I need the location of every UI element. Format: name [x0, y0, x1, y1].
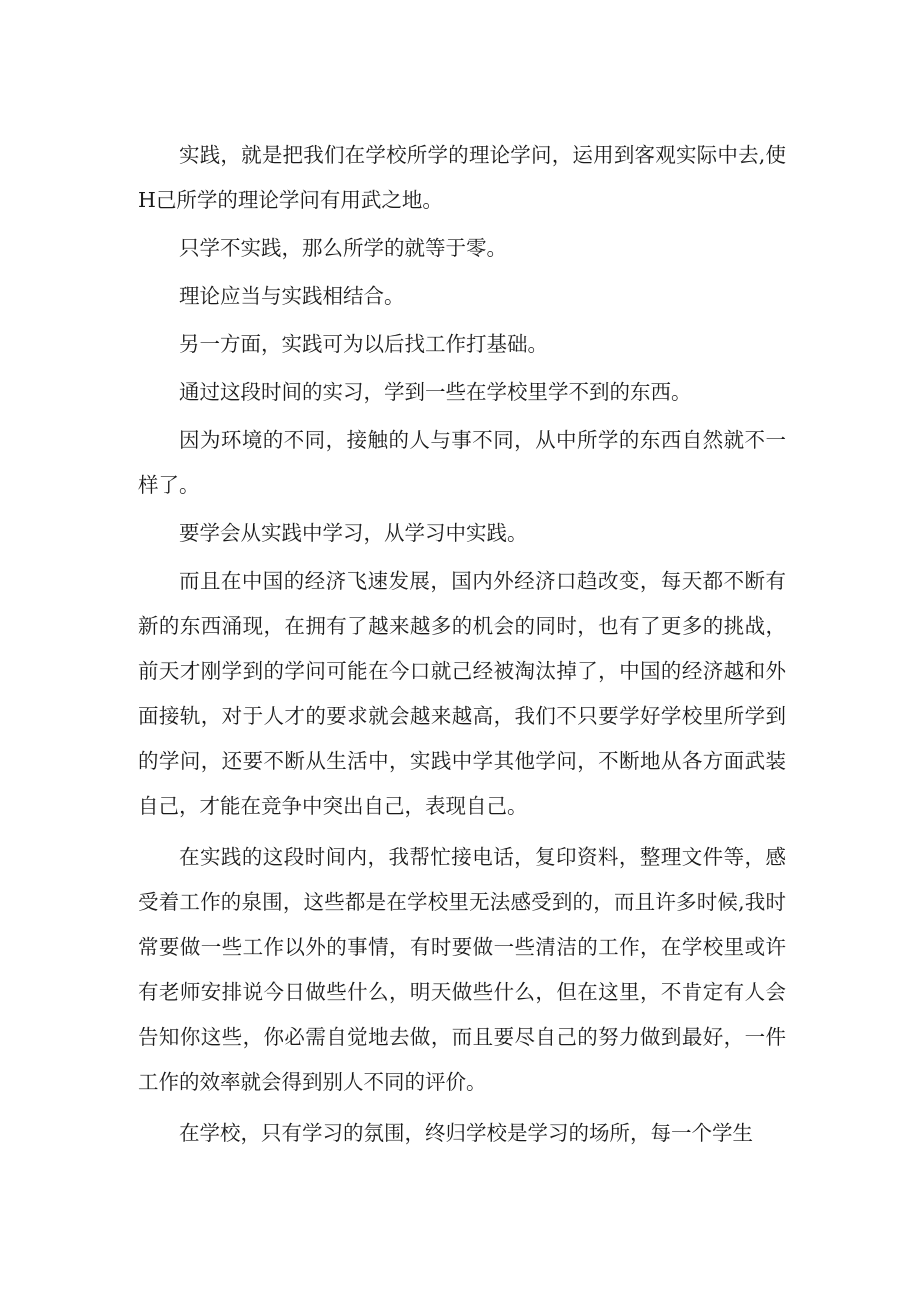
- document-body: [138, 133, 786, 1156]
- paragraph-3: 理论应当与实践相结合。: [179, 284, 405, 308]
- paragraph-5: 通过这段时间的实习，学到一些在学校里学不到的东西。: [179, 380, 692, 404]
- paragraph-9: 在实践的这段时间内，我帮忙接电话，复印资料，整理文件等，感受着工作的泉围，这些都是在学校里无法感受到的，而且许多时候,我时常要做一些工作以外的事情，有时要做一些清洁的工作，在学校里或许有老师安排说今日做些什么，明天做些什么，但在这里，不肯定有人会告知你这些，你必需自觉地去做，而且要尽自己的努力做到最好，一件工作的效率就会得到别人不同的评价。: [138, 845, 786, 1094]
- paragraph-10: 在学校，只有学习的氛围，终归学校是学习的场所，每一个学生: [179, 1121, 753, 1145]
- paragraph-1: 实践，就是把我们在学校所学的理论学问，运用到客观实际中去,使H己所学的理论学问有用武之地。: [138, 143, 786, 212]
- paragraph-4: 另一方面，实践可为以后找工作打基础。: [179, 332, 548, 356]
- paragraph-7: 要学会从实践中学习，从学习中实践。: [179, 521, 528, 545]
- paragraph-2: 只学不实践，那么所学的就等于零。: [179, 236, 507, 260]
- paragraph-6: 因为环境的不同，接触的人与事不同，从中所学的东西自然就不一样了。: [138, 428, 786, 497]
- paragraph-8: 而且在中国的经济飞速发展，国内外经济口趋改变，每天都不断有新的东西涌现，在拥有了越来越多的机会的同时，也有了更多的挑战，前天才刚学到的学问可能在今口就己经被淘汰掉了，中国的经济越和外面接轨，对于人才的要求就会越来越高，我们不只要学好学校里所学到的学问，还要不断从生活中，实践中学其他学问，不断地从各方面武装自己，才能在竞争中突出自己，表现自己。: [138, 569, 786, 818]
